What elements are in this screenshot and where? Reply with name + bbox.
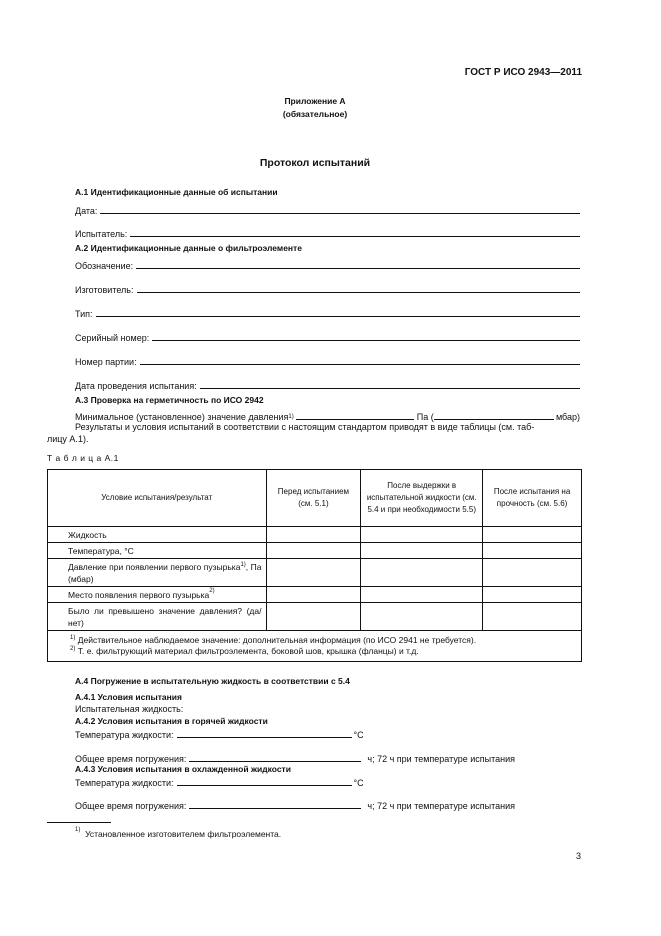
hot-total-time-field[interactable] (75, 752, 515, 764)
table-cell[interactable] (361, 543, 483, 559)
results-text-line2: лицу А.1). (47, 434, 89, 444)
document-code: ГОСТ Р ИСО 2943—2011 (464, 67, 582, 78)
table-cell[interactable] (361, 587, 483, 603)
test-date-label: Дата проведения испытания: (75, 381, 197, 391)
table-cell[interactable] (483, 603, 582, 631)
pressure-mbar-blank[interactable] (434, 410, 554, 420)
hot-fluid-temp-label: Температура жидкости: (75, 730, 174, 740)
tester-label: Испытатель: (75, 229, 128, 239)
table-cell[interactable] (361, 527, 483, 543)
table-cell[interactable] (266, 587, 361, 603)
table-footnotes (48, 631, 582, 662)
cold-fluid-temp-blank[interactable] (177, 776, 352, 786)
serial-number-blank[interactable] (152, 331, 580, 341)
hot-total-time-label: Общее время погружения: (75, 754, 187, 764)
min-pressure-label: Минимальное (установленное) значение давления (75, 412, 289, 422)
table-cell[interactable] (361, 559, 483, 587)
appendix-title: Приложение А (284, 96, 346, 106)
table-cell[interactable] (361, 603, 483, 631)
section-a1-heading: А.1 Идентификационные данные об испытании (75, 187, 278, 197)
cold-total-time-field[interactable] (75, 799, 515, 811)
protocol-title: Протокол испытаний (259, 157, 371, 169)
hot-deg-c-label: °С (353, 730, 364, 740)
date-field[interactable] (75, 204, 580, 216)
designation-field[interactable] (75, 259, 580, 271)
page-number: 3 (576, 851, 582, 861)
manufacturer-blank[interactable] (137, 283, 581, 293)
section-a43-heading: А.4.3 Условия испытания в охлажденной жидкости (75, 764, 291, 774)
table-header-row (48, 470, 582, 527)
cold-fluid-temp-field[interactable] (75, 776, 364, 788)
results-table (47, 469, 582, 662)
table-cell[interactable] (483, 527, 582, 543)
table-cell[interactable] (266, 543, 361, 559)
section-a42-heading: А.4.2 Условия испытания в горячей жидкости (75, 716, 268, 726)
hot-fluid-temp-field[interactable] (75, 728, 364, 740)
cold-total-time-blank[interactable] (189, 799, 361, 809)
serial-number-label: Серийный номер: (75, 333, 150, 343)
header-after-soak: После выдержки в испытательной жидкости (см. 5.4 и при необходимости 5.5) (361, 470, 483, 527)
tester-blank[interactable] (130, 227, 580, 237)
type-field[interactable] (75, 307, 580, 319)
row-label-pressure-exceeded: Было ли превышено значение давления? (да/нет) (48, 603, 267, 631)
batch-number-field[interactable] (75, 355, 580, 367)
date-blank[interactable] (100, 204, 580, 214)
hot-total-time-blank[interactable] (189, 752, 361, 762)
table-row (48, 527, 582, 543)
table-row (48, 559, 582, 587)
cold-fluid-temp-label: Температура жидкости: (75, 778, 174, 788)
header-condition: Условие испытания/результат (48, 470, 267, 527)
table-cell[interactable] (483, 543, 582, 559)
results-text-line1: Результаты и условия испытаний в соответствии с настоящим стандартом приводят в виде таблицы (см. таб- (75, 422, 535, 432)
designation-label: Обозначение: (75, 261, 134, 271)
tester-field[interactable] (75, 227, 580, 239)
cold-hours-tail: ч; 72 ч при температуре испытания (367, 801, 515, 811)
manufacturer-label: Изготовитель: (75, 285, 134, 295)
cold-deg-c-label: °С (353, 778, 364, 788)
pa-label: Па ( (416, 412, 434, 422)
pressure-pa-blank[interactable] (296, 410, 414, 420)
header-after-strength: После испытания на прочность (см. 5.6) (483, 470, 582, 527)
table-footnote-row (48, 631, 582, 662)
section-a2-heading: А.2 Идентификационные данные о фильтроэлементе (75, 243, 302, 253)
table-caption: Т а б л и ц а А.1 (47, 453, 119, 463)
test-fluid-label: Испытательная жидкость: (75, 704, 184, 714)
section-a41-heading: А.4.1 Условия испытания (75, 692, 182, 702)
date-label: Дата: (75, 206, 98, 216)
header-before-test: Перед испытанием (см. 5.1) (266, 470, 361, 527)
row-label-fluid: Жидкость (48, 527, 267, 543)
test-date-field[interactable] (75, 379, 580, 391)
manufacturer-field[interactable] (75, 283, 580, 295)
type-blank[interactable] (96, 307, 580, 317)
cold-total-time-label: Общее время погружения: (75, 801, 187, 811)
hot-hours-tail: ч; 72 ч при температуре испытания (367, 754, 515, 764)
designation-blank[interactable] (136, 259, 580, 269)
table-row (48, 603, 582, 631)
footnote-ref-1: 1) (288, 414, 294, 420)
batch-number-blank[interactable] (140, 355, 580, 365)
min-pressure-field[interactable] (75, 410, 580, 422)
table-footnote-2: $^{2)}$ Т. е. фильтрующий материал фильтроэлемента, боковой шов, крышка (фланцы) и т.д. (70, 646, 419, 656)
section-a3-heading: А.3 Проверка на герметичность по ИСО 2942 (75, 395, 264, 405)
table-row (48, 587, 582, 603)
serial-number-field[interactable] (75, 331, 580, 343)
section-a4-heading: А.4 Погружение в испытательную жидкость в соответствии с 5.4 (75, 676, 350, 686)
footnote-separator (47, 822, 111, 823)
table-row (48, 543, 582, 559)
table-cell[interactable] (483, 559, 582, 587)
table-cell[interactable] (266, 527, 361, 543)
table-footnote-1: $^{1)}$ Действительное наблюдаемое значение: дополнительная информация (по ИСО 2941 не требуется). (70, 635, 477, 645)
hot-fluid-temp-blank[interactable] (177, 728, 352, 738)
row-label-first-bubble-pressure: Давление при появлении первого пузырька$^{1)}$, Па (мбар) (48, 559, 267, 587)
table-cell[interactable] (266, 603, 361, 631)
batch-number-label: Номер партии: (75, 357, 137, 367)
row-label-bubble-location: Место появления первого пузырька$^{2)}$ (48, 587, 267, 603)
page-footnote: $^{1)}$ Установленное изготовителем фильтроэлемента. (75, 827, 282, 839)
table-cell[interactable] (266, 559, 361, 587)
row-label-temperature: Температура, °С (48, 543, 267, 559)
table-cell[interactable] (483, 587, 582, 603)
type-label: Тип: (75, 309, 93, 319)
appendix-status: (обязательное) (282, 109, 348, 119)
test-date-blank[interactable] (200, 379, 580, 389)
mbar-label: мбар) (555, 412, 580, 422)
